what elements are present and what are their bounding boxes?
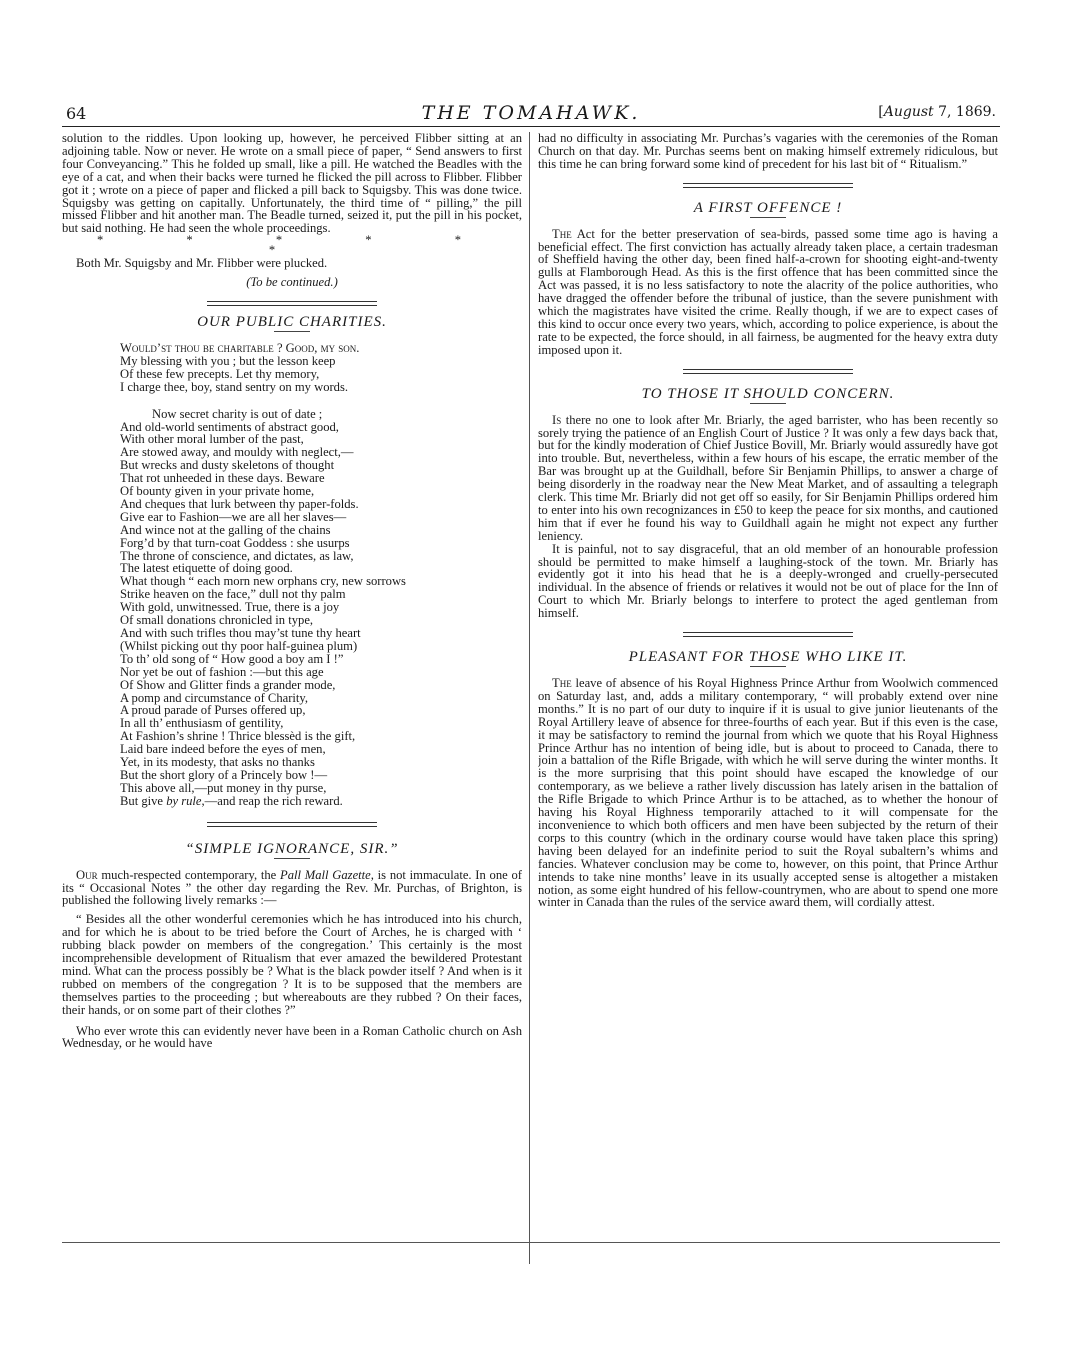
- poem-lines: [120, 421, 522, 795]
- heading-underline: [750, 666, 786, 667]
- issue-date: [August 7, 1869.: [878, 104, 996, 120]
- section-divider: [683, 632, 853, 637]
- section-stars: * * * * * *: [96, 233, 502, 258]
- heading-underline: [274, 331, 310, 332]
- poem-line: With other moral lumber of the past,: [120, 432, 304, 447]
- poem-stanza-2: [120, 408, 522, 808]
- poem-line: But the short glory of a Princely bow !—: [120, 767, 328, 782]
- newspaper-page: [62, 100, 1000, 1051]
- poem-line: That rot unheeded in these days. Beware: [120, 471, 325, 486]
- left-column: [62, 132, 522, 1264]
- to-be-continued: (To be continued.): [246, 275, 338, 290]
- poem-line: Of bounty given in your private home,: [120, 484, 315, 499]
- masthead-title: THE TOMAHAWK.: [421, 102, 641, 124]
- poem-line: In all th’ enthusiasm of gentility,: [120, 716, 284, 731]
- poem-line: I charge thee, boy, stand sentry on my words.: [120, 379, 349, 394]
- poem-public-charities: [120, 342, 522, 808]
- heading-simple-ignorance: “SIMPLE IGNORANCE, SIR.”: [185, 840, 399, 857]
- page-bottom-rule: [62, 1242, 1000, 1243]
- article-paragraph: The Act for the better preservation of sea-birds, passed some time ago is having a beneficial effect. The first conviction has actually already taken place, a certain tradesman of Sheffield having the other day, been fined half-a-crown for shooting eight-and-twenty gulls at Flamborough Head. As this is the first offence that has been committed since the Act was passed, it is no less satisfactory to note the alacrity of the police authorities, who have dragged the offender before the tribunal of justice, than the severe punishment with which the magistrates have visited the crime. Really though, if we are to expect cases of this kind to occur once every two years, which, according to police experience, is about the rate to be expected, the force should, in all fairness, be augmented for the heavy extra duty imposed upon it.: [538, 226, 998, 357]
- poem-line: And wince not at the galling of the chains: [120, 522, 331, 537]
- poem-stanza-1: [120, 342, 522, 394]
- article-paragraph: Who ever wrote this can evidently never have been in a Roman Catholic church on Ash Wednesday, or he would have: [62, 1023, 522, 1051]
- heading-underline: [750, 217, 786, 218]
- poem-line: (Whilst picking out thy poor half-guinea plum): [120, 638, 358, 653]
- page-header: [62, 100, 1000, 127]
- poem-line: The throne of conscience, and dictates, as law,: [120, 548, 354, 563]
- heading-public-charities: OUR PUBLIC CHARITIES.: [197, 314, 387, 331]
- section-divider: [683, 183, 853, 188]
- poem-line: But wrecks and dusty skeletons of thought: [120, 458, 335, 473]
- poem-line: At Fashion’s shrine ! Thrice blessèd is the gift,: [120, 729, 356, 744]
- story-continuation: solution to the riddles. Upon looking up, however, he perceived Flibber sitting at an adjoining table. Now or never. He wrote on a small piece of paper, “ Send answers to first four Conveyancing.” This he folded up small, like a pill. He watched the Beadles with the eye of a cat, and when their backs were turned he flicked the pill across to Flibber. Flibber got it ; wrote on a piece of paper and flicked a pill back to Squigsby. This was done twice. Squigsby was getting on capitally. Unfortunately, the third time of “ pilling,” the pill missed Flibber and hit another man. The Beadle turned, seized it, put the pill in his pocket, but said nothing. He had seen the whole proceedings.: [62, 132, 522, 236]
- poem-line: To th’ old song of “ How good a boy am I !”: [120, 651, 344, 666]
- quoted-passage: “ Besides all the other wonderful ceremonies which he has introduced into his church, and for which he is about to be tried before the Court of Arches, he is charged with ‘ rubbing black powder on members of the congregation.’ This certainly is the most incomprehensible development of Ritualism that ever amazed the bewildered Protestant mind. What can the process possibly be ? What is the black powder itself ? And when is it rubbed on members of the congregation ? It is to be supposed that the members are themselves parties to the proceeding ; but whereabouts are they rubbed ? On their faces, their hands, or on some part of their clothes ?”: [62, 912, 522, 1017]
- poem-line: And old-world sentiments of abstract good,: [120, 419, 339, 434]
- poem-line: Laid bare indeed before the eyes of men,: [120, 742, 326, 757]
- columns: [62, 132, 1000, 1264]
- poem-line: This above all,—put money in thy purse,: [120, 780, 327, 795]
- poem-line: But give by rule,—and reap the rich reward.: [120, 793, 343, 808]
- right-column: [538, 132, 998, 1264]
- poem-line: Now secret charity is out of date ;: [152, 406, 323, 421]
- poem-line: What though “ each morn new orphans cry, new sorrows: [120, 574, 406, 589]
- poem-line: Of Show and Glitter finds a grander mode,: [120, 677, 336, 692]
- poem-line: And cheques that lurk between thy paper-folds.: [120, 496, 359, 511]
- section-divider: [207, 822, 377, 827]
- poem-line: Strike heaven on the face,” dull not thy palm: [120, 587, 346, 602]
- article-paragraph: Is there no one to look after Mr. Briarly, the aged barrister, who has been recently so sorely trying the patience of an English Court of Justice ? It was only a few days back that, but for the kindly moderation of Chief Justice Bovill, Mr. Briarly would assuredly have got into trouble. But, nevertheless, within a few hours of his escape, the erratic member of the Bar was brought up at the Guildhall, before Sir Benjamin Phillips, to answer a charge of being disorderly in the roadway near the New Meat Market, and of assaulting a telegraph clerk. This time Mr. Briarly did not get off so easily, for Sir Benjamin Phillips ordered him to enter into his own recognizances in £50 to keep the peace for six months, and cautioned him that if ever he found his way to Guildhall again he might not expect any further leniency.: [538, 412, 998, 543]
- article-paragraph: It is painful, not to say disgraceful, that an old member of an honourable profession should be permitted to make himself a laughing-stock of the town. Mr. Briarly has evidently got it into his head that he is a deeply-wronged and cruelly-persecuted individual. In the absence of friends or relatives it would not be out of place for the Inn of Court to which Mr. Briarly belongs to interfere to protect the aged gentleman from himself.: [538, 541, 998, 621]
- section-divider: [207, 301, 377, 306]
- page-number: 64: [66, 104, 87, 123]
- heading-underline: [750, 403, 786, 404]
- article-paragraph: Our much-respected contemporary, the Pall Mall Gazette, is not immaculate. In one of its “ Occasional Notes ” the other day regarding the Rev. Mr. Purchas, of Brighton, is published the following lively remarks :—: [62, 867, 522, 908]
- poem-line: Give ear to Fashion—we are all her slaves—: [120, 509, 347, 524]
- heading-should-concern: TO THOSE IT SHOULD CONCERN.: [641, 385, 895, 402]
- poem-line: And with such trifles thou may’st tune thy heart: [120, 626, 361, 640]
- poem-line: Of small donations chronicled in type,: [120, 613, 314, 628]
- column-rule: [529, 132, 530, 1264]
- poem-line: A pomp and circumstance of Charity,: [120, 690, 309, 705]
- poem-line: Of these few precepts. Let thy memory,: [120, 366, 320, 381]
- heading-first-offence: A FIRST OFFENCE !: [693, 199, 843, 216]
- heading-pleasant: PLEASANT FOR THOSE WHO LIKE IT.: [628, 649, 908, 666]
- poem-line: Would’st thou be charitable ? Good, my son.: [120, 340, 360, 355]
- heading-underline: [274, 858, 310, 859]
- poem-line: My blessing with you ; but the lesson keep: [120, 353, 336, 368]
- article-paragraph: The leave of absence of his Royal Highness Prince Arthur from Woolwich commenced on Saturday last, and, adds a military contemporary, “ will probably extend over nine months.” It is no part of our duty to inquire if it is usual to give junior lieutenants of the Royal Artillery leave of absence for three-fourths of each year. But if this even is the case, it may be satisfactory to remind the journal from which we quote that his Royal Highness Prince Arthur has no intention of being idle, but is about to proceed to Canada, there to join a battalion of the Rifle Brigade, with which he will serve during the winter months. It is the more surprising that this point should have escaped the knowledge of our contemporary, as we believe a rather lively discussion has lately arisen in the battalion of the Rifle Brigade to which Prince Arthur is to be attached, as to whether the honour of having his Royal Highness temporarily attached to it will compensate for the inconvenience to which both officers and men have been subjected by the return of their corps to this country (which in the ordinary course would have taken place this spring) having been delayed for an indefinite period to suit the Royal subaltern’s whims and fancies. Whatever conclusion may be come to, however, on this point, that Prince Arthur intends to take nine months’ leave in its usually accepted sense is altogether a mistaken notion, as some eight hundred of his fellow-countrymen, who are about to spend one more winter in Canada than the rules of the service award them, will cordially attest.: [538, 676, 998, 910]
- poem-line: The latest etiquette of doing good.: [120, 561, 293, 576]
- poem-line: A proud parade of Purses offered up,: [120, 703, 306, 718]
- section-divider: [683, 369, 853, 374]
- poem-line: With gold, unwitnessed. True, there is a joy: [120, 600, 340, 615]
- poem-line: Are stowed away, and mouldy with neglect,—: [120, 445, 354, 460]
- poem-line: Yet, in its modesty, that asks no thanks: [120, 755, 315, 770]
- poem-line: Forg’d by that turn-coat Goddess : she usurps: [120, 535, 350, 550]
- article-continuation: had no difficulty in associating Mr. Purchas’s vagaries with the ceremonies of the Roman Church on that day. Mr. Purchas seems bent on making himself extremely ridiculous, but this time he can bring forward some kind of precedent for his last bit of “ Ritualism.”: [538, 132, 998, 171]
- story-ending: Both Mr. Squigsby and Mr. Flibber were plucked.: [76, 256, 328, 271]
- poem-line: Nor yet be out of fashion :—but this age: [120, 664, 324, 679]
